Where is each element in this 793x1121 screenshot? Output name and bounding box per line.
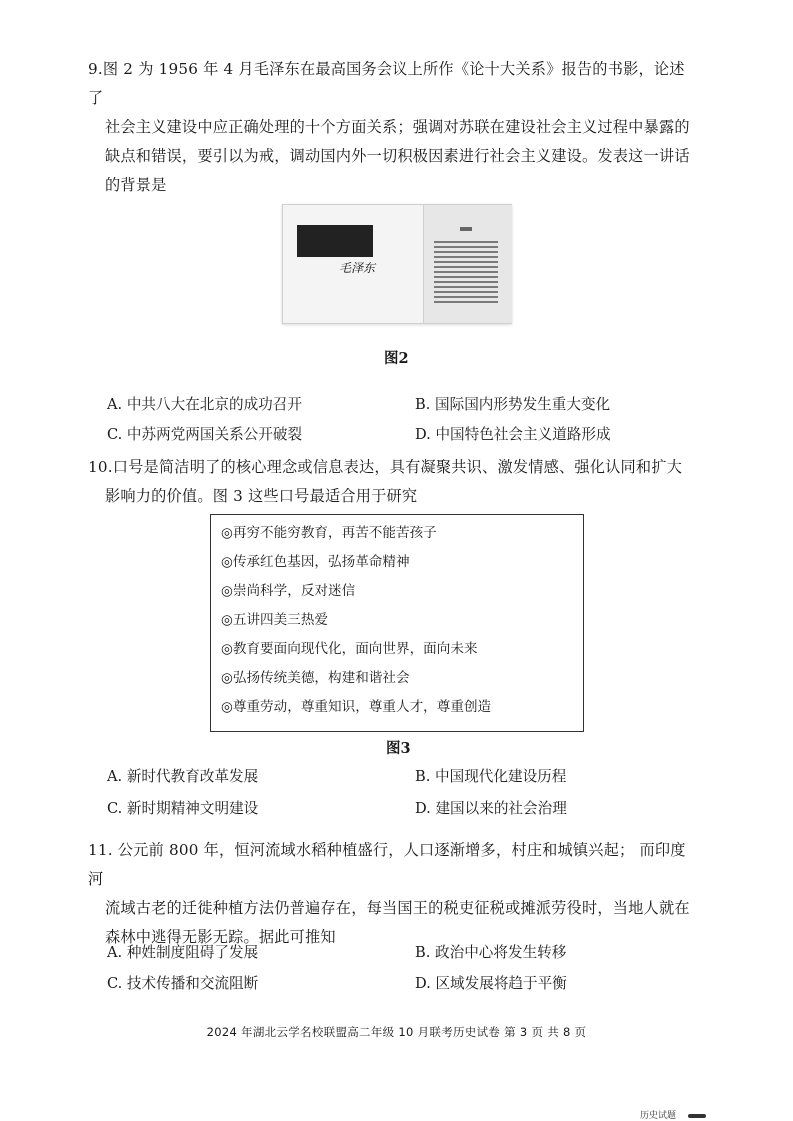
corner-mark: 历史试题 (640, 1111, 677, 1121)
q9-option-a[interactable]: A. 中共八大在北京的成功召开 (107, 396, 302, 413)
slogan-item: ◎传承红色基因，弘扬革命精神 (221, 554, 410, 570)
q9-line-2: 社会主义建设中应正确处理的十个方面关系；强调对苏联在建设社会主义过程中暴露的 (105, 118, 690, 136)
slogan-item: ◎再穷不能穷教育，再苦不能苦孩子 (221, 525, 437, 541)
figure-3-slogan-box (210, 514, 584, 732)
q10-option-b[interactable]: B. 中国现代化建设历程 (415, 768, 567, 785)
q9-line-4: 的背景是 (105, 176, 167, 194)
book-page-text (434, 241, 498, 303)
book-signature: 毛泽东 (339, 261, 376, 275)
slogan-item: ◎崇尚科学，反对迷信 (221, 583, 356, 599)
figure-2-caption: 图2 (384, 350, 409, 367)
book-cover-label (297, 225, 373, 257)
q11-line-3: 森林中逃得无影无踪。据此可推知 (105, 928, 336, 946)
book-page (423, 205, 512, 323)
slogan-item: ◎五讲四美三热爱 (221, 612, 329, 628)
q11-option-d[interactable]: D. 区域发展将趋于平衡 (415, 975, 567, 992)
q11-option-c[interactable]: C. 技术传播和交流阻断 (107, 975, 259, 992)
q9-line-1: 9.图 2 为 1956 年 4 月毛泽东在最高国务会议上所作《论十大关系》报告的书影，论述了 (88, 60, 685, 107)
slogan-item: ◎弘扬传统美德，构建和谐社会 (221, 670, 410, 686)
page-footer: 2024 年湖北云学名校联盟高二年级 10 月联考历史试卷 第 3 页 共 8 页 (206, 1025, 587, 1039)
q10-option-c[interactable]: C. 新时期精神文明建设 (107, 800, 259, 817)
q9-option-b[interactable]: B. 国际国内形势发生重大变化 (415, 396, 611, 413)
figure-2-book-image (282, 204, 512, 324)
q9-line-3: 缺点和错误，要引以为戒，调动国内外一切积极因素进行社会主义建设。发表这一讲话 (105, 147, 690, 165)
q10-option-d[interactable]: D. 建国以来的社会治理 (415, 800, 567, 817)
corner-bar (688, 1114, 706, 1118)
question-10-stem (88, 453, 700, 511)
q10-line-2: 影响力的价值。图 3 这些口号最适合用于研究 (105, 487, 418, 505)
slogan-item: ◎尊重劳动，尊重知识，尊重人才，尊重创造 (221, 699, 492, 715)
q10-option-a[interactable]: A. 新时代教育改革发展 (107, 768, 259, 785)
q11-line-1: 11. 公元前 800 年，恒河流域水稻种植盛行，人口逐渐增多，村庄和城镇兴起； 而印度河 (88, 841, 686, 888)
q11-option-b[interactable]: B. 政治中心将发生转移 (415, 944, 567, 961)
figure-3-caption: 图3 (386, 740, 411, 757)
question-9-stem (88, 55, 700, 200)
question-11-stem (88, 836, 700, 952)
q10-line-1: 10.口号是简洁明了的核心理念或信息表达，具有凝聚共识、激发情感、强化认同和扩大 (88, 458, 683, 476)
q9-option-c[interactable]: C. 中苏两党两国关系公开破裂 (107, 426, 303, 443)
q11-line-2: 流域古老的迁徙种植方法仍普遍存在，每当国王的税吏征税或摊派劳役时，当地人就在 (105, 899, 690, 917)
slogan-item: ◎教育要面向现代化，面向世界，面向未来 (221, 641, 478, 657)
q11-option-a[interactable]: A. 种姓制度阻碍了发展 (107, 944, 259, 961)
q9-option-d[interactable]: D. 中国特色社会主义道路形成 (415, 426, 611, 443)
